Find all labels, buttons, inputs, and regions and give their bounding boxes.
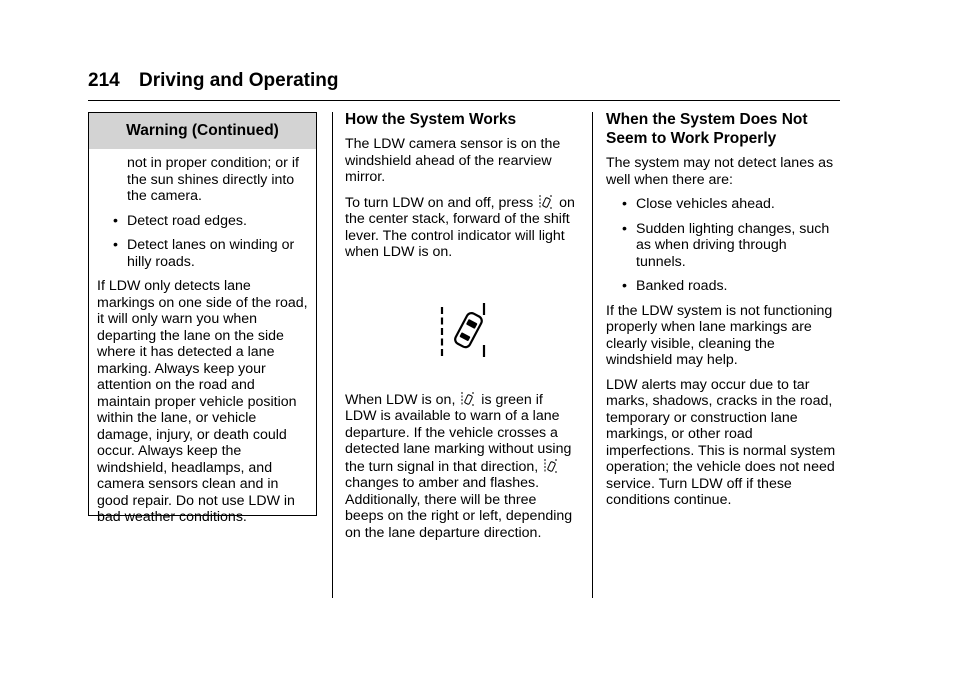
paragraph: To turn LDW on and off, press on the center stack, forward of the shift lever. The control indicator will light when LDW is on. (345, 194, 575, 260)
list-item: • Detect lanes on winding or hilly roads. (113, 237, 295, 270)
list-item: • Close vehicles ahead. (622, 196, 775, 212)
column-divider (592, 112, 593, 598)
lane-departure-warning-icon (461, 391, 475, 407)
warning-box (88, 112, 317, 525)
paragraph: When LDW is on, is green if LDW is available to warn of a lane departure. If the vehicle crosses a detected lane marking without using the turn signal in that direction, changes to amber and flashes. Additionally, there will be three beeps on the right or left, depending on the lane departure direction. (345, 391, 573, 541)
column-1 (88, 112, 318, 525)
lane-departure-warning-icon (438, 301, 494, 359)
column-2 (345, 110, 577, 549)
bullet-mark: • (622, 196, 627, 212)
ldw-indicator-illustration (345, 301, 577, 361)
section-title: Driving and Operating (138, 70, 339, 91)
paragraph: The LDW camera sensor is on the windshield ahead of the rearview mirror. (345, 136, 561, 185)
warning-paragraph: If LDW only detects lane markings on one side of the road, it will only warn you when departing the lane on the side where it has detected a lane marking. Always keep your attention on the road and maintain proper vehicle position within the lane, or vehicle damage, injury, or death could occur. Always keep the windshield, headlamps, and camera sensors clean and in good repair. Do not use LDW in bad weather conditions. (97, 278, 308, 525)
column-divider (332, 112, 333, 598)
bullet-mark: • (113, 212, 118, 229)
warning-continuation: not in proper condition; or if the sun shines directly into the camera. (127, 155, 299, 204)
lane-departure-warning-icon (539, 194, 553, 210)
list-item: • Banked roads. (622, 278, 728, 294)
bullet-mark: • (622, 220, 627, 237)
heading-how-system-works: How the System Works (345, 111, 517, 128)
list-item: • Sudden lighting changes, such as when driving through tunnels. (622, 220, 830, 270)
page-header (88, 70, 339, 92)
warning-body (89, 149, 316, 526)
warning-title: Warning (Continued) (89, 113, 316, 149)
header-rule (88, 100, 840, 101)
paragraph: The system may not detect lanes as well when there are: (606, 155, 834, 188)
list-item: • Detect road edges. (113, 212, 247, 229)
paragraph: If the LDW system is not functioning properly when lane markings are clearly visible, cleaning the windshield may help. (606, 302, 833, 368)
bullet-mark: • (622, 278, 627, 294)
heading-system-not-working: When the System Does Not Seem to Work Properly (606, 111, 808, 147)
column-3 (606, 110, 840, 517)
page-number: 214 (88, 70, 120, 91)
bullet-mark: • (113, 237, 118, 253)
lane-departure-warning-icon (544, 458, 558, 474)
paragraph: LDW alerts may occur due to tar marks, shadows, cracks in the road, temporary or construction lane markings, or other road imperfections. This is normal system operation; the vehicle does not need service. Turn LDW off if these conditions continue. (606, 376, 836, 508)
